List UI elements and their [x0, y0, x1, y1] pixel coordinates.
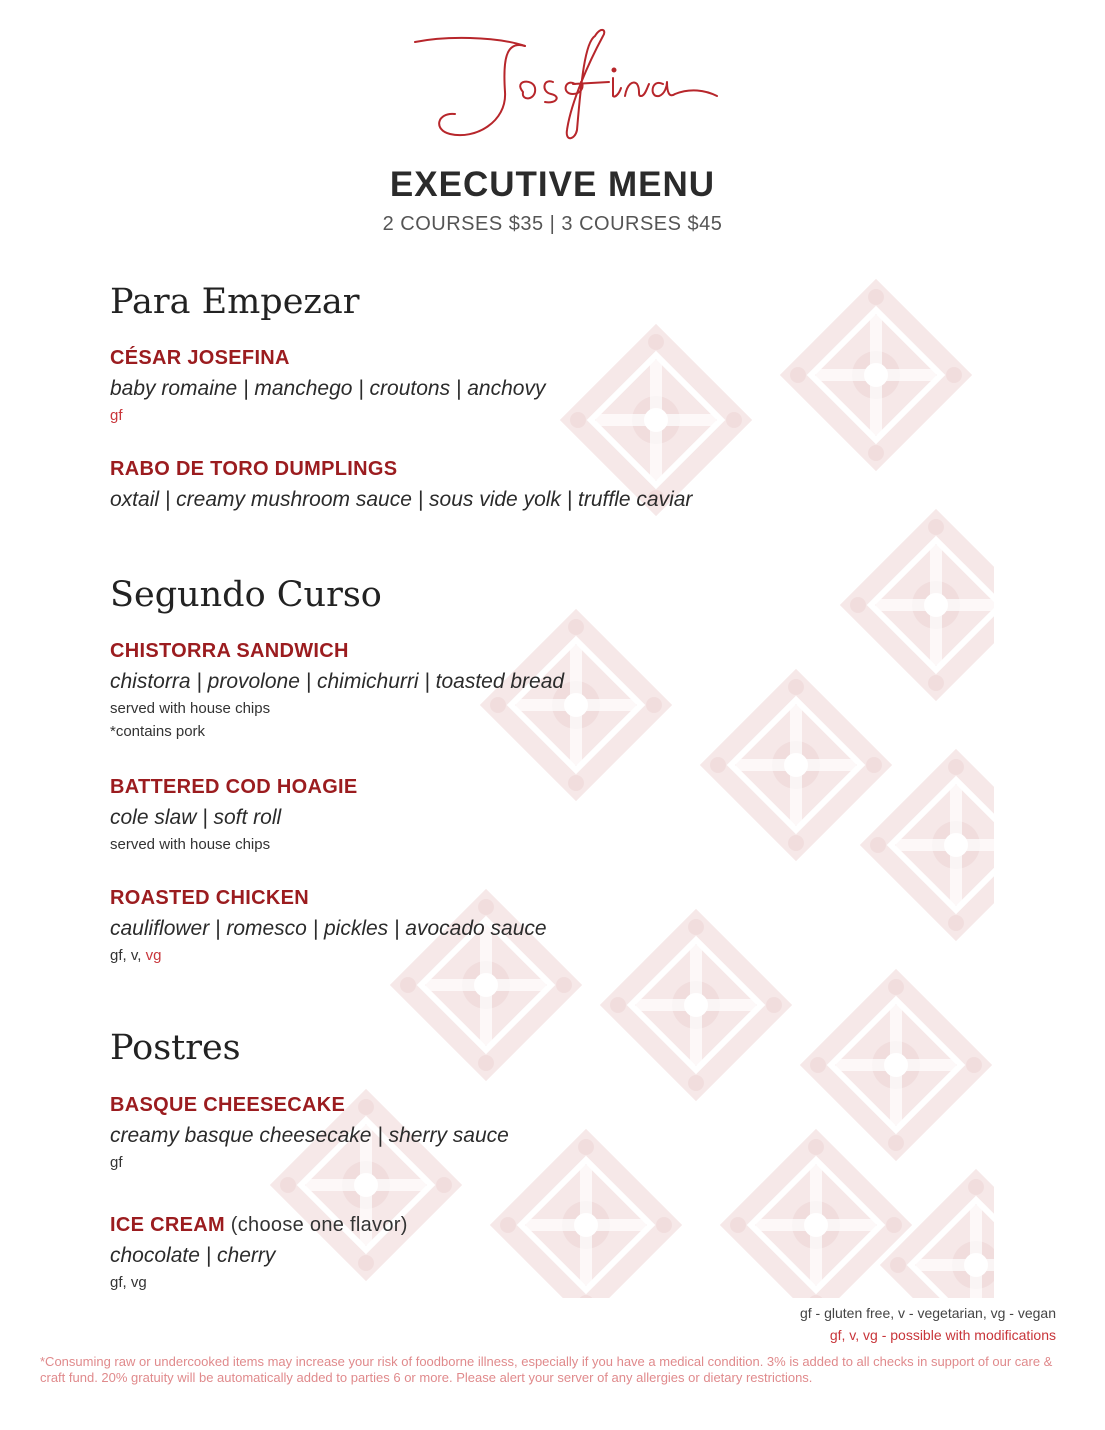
dish-battered-cod-hoagie — [110, 775, 970, 854]
dish-ice-cream — [110, 1213, 970, 1292]
dietary-legend: gf - gluten free, v - vegetarian, vg - vegan — [799, 1305, 1056, 1321]
dish-chistorra-sandwich — [110, 639, 970, 741]
dish-note: served with house chips — [110, 836, 271, 853]
dish-rabo-de-toro-dumplings — [110, 457, 970, 513]
modifications-legend: gf, v, vg - possible with modifications — [829, 1327, 1056, 1343]
dish-name-extra: (choose one flavor) — [230, 1214, 408, 1236]
dish-name: ROASTED CHICKEN — [110, 887, 309, 909]
dietary-tags-plain: gf, v, — [110, 947, 142, 964]
dish-description: chistorra | provolone | chimichurri | toasted bread — [110, 670, 565, 693]
menu-pricing: 2 COURSES $35 | 3 COURSES $45 — [382, 213, 723, 235]
dish-description: creamy basque cheesecake | sherry sauce — [110, 1124, 509, 1147]
menu-title: EXECUTIVE MENU — [389, 165, 716, 204]
dish-description: cauliflower | romesco | pickles | avocado sauce — [110, 917, 547, 940]
josefina-logo — [405, 22, 725, 147]
dish-description: oxtail | creamy mushroom sauce | sous vide yolk | truffle caviar — [110, 488, 693, 511]
dish-name: RABO DE TORO DUMPLINGS — [110, 458, 398, 480]
section-heading-segundo-curso: Segundo Curso — [110, 575, 382, 615]
dietary-tags: gf — [110, 1154, 123, 1171]
dish-description: cole slaw | soft roll — [110, 806, 282, 829]
dietary-tags — [110, 947, 970, 965]
dietary-tags: gf, vg — [110, 1274, 147, 1291]
section-heading-para-empezar: Para Empezar — [110, 282, 360, 322]
dish-name-line — [110, 1213, 970, 1237]
dish-note: *contains pork — [110, 723, 206, 740]
dish-name: ICE CREAM — [110, 1214, 225, 1236]
dish-description: baby romaine | manchego | croutons | anchovy — [110, 377, 546, 400]
dish-cesar-josefina — [110, 346, 970, 425]
dish-basque-cheesecake — [110, 1093, 970, 1172]
section-heading-postres: Postres — [110, 1028, 241, 1068]
dish-name: CHISTORRA SANDWICH — [110, 640, 349, 662]
dish-roasted-chicken — [110, 886, 970, 965]
disclaimer: *Consuming raw or undercooked items may increase your risk of foodborne illness, especially if you have a medical condition. 3% is added to all checks in support of our care & craft fund. 20% gratuity will be automatically added to parties 6 or more. Please alert your server of any allergies or dietary restrictions. — [40, 1354, 1053, 1385]
dish-name: BATTERED COD HOAGIE — [110, 776, 358, 798]
dietary-tags-modifiable: vg — [145, 947, 162, 964]
dish-name: BASQUE CHEESECAKE — [110, 1094, 346, 1116]
dish-name: CÉSAR JOSEFINA — [110, 347, 290, 369]
dietary-tags: gf — [110, 407, 123, 424]
dish-note: served with house chips — [110, 700, 271, 717]
dish-description: chocolate | cherry — [110, 1244, 276, 1267]
